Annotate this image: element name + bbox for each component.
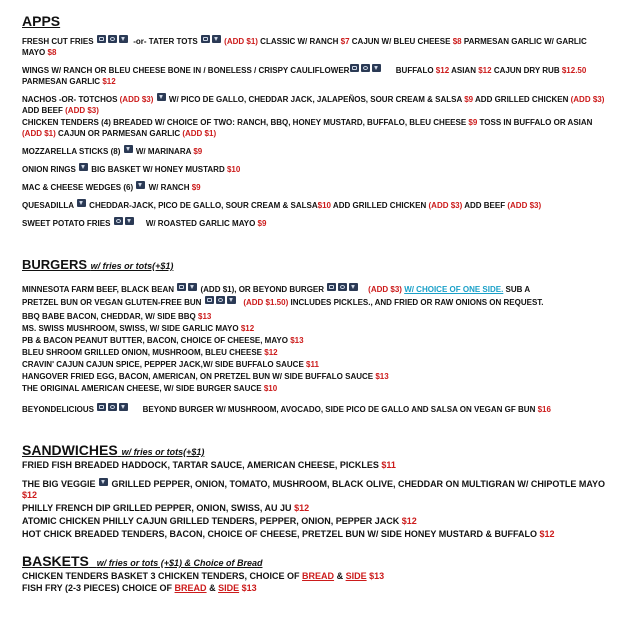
- vegan-icon: [77, 199, 86, 207]
- sandwich-item: HOT CHICK BREADED TENDERS, BACON, CHOICE OF CHEESE, PRETZEL BUN W/ SIDE HONEY MUSTARD & BUFFALO $12: [22, 529, 555, 539]
- burgers-intro-line-1: MINNESOTA FARM BEEF, BLACK BEAN (ADD $1), OR BEYOND BURGER (ADD $3) W/ CHOICE OF ONE SIDE. SUB A: [22, 285, 531, 294]
- menu-item-mozzarella: MOZZARELLA STICKS (8) W/ MARINARA $9: [22, 147, 203, 156]
- gluten-free-icon: [97, 35, 106, 43]
- menu-item-tenders: CHICKEN TENDERS (4) BREADED W/ CHOICE OF TWO: RANCH, BBQ, HONEY MUSTARD, BUFFALO, BLEU CHEESE $9 TOSS IN BUFFALO OR ASIAN (ADD $1) CAJUN OR PARMESAN GARLIC (ADD $1): [22, 118, 593, 138]
- sandwich-item-big-veggie: THE BIG VEGGIE GRILLED PEPPER, ONION, TOMATO, MUSHROOM, BLACK OLIVE, CHEDDAR ON MULTIGRAN W/ CHIPOTLE MAYO $12: [22, 479, 606, 500]
- menu-item-wings: WINGS W/ RANCH OR BLEU CHEESE BONE IN / BONELESS / CRISPY CAULIFLOWER BUFFALO $12 ASIAN $12 CAJUN DRY RUB $12.50 PARMESAN GARLIC $12: [22, 66, 587, 86]
- burger-item: BLEU SHROOM GRILLED ONION, MUSHROOM, BLEU CHEESE $12: [22, 348, 278, 357]
- gluten-free-icon: [177, 283, 186, 291]
- burger-item: PB & BACON PEANUT BUTTER, BACON, CHOICE OF CHEESE, MAYO $13: [22, 336, 304, 345]
- basket-item-fish-fry: FISH FRY (2-3 PIECES) CHOICE OF BREAD & SIDE $13: [22, 583, 257, 593]
- vegan-icon: [372, 64, 381, 72]
- bread-link[interactable]: BREAD: [302, 571, 335, 581]
- basket-item-chicken-tenders: CHICKEN TENDERS BASKET 3 CHICKEN TENDERS, CHOICE OF BREAD & SIDE $13: [22, 571, 385, 581]
- burgers-heading: BURGERS w/ fries or tots(+$1): [22, 257, 174, 272]
- burgers-intro-line-2: PRETZEL BUN OR VEGAN GLUTEN-FREE BUN (ADD $1.50) INCLUDES PICKLES., AND FRIED OR RAW ONIONS ON REQUEST.: [22, 298, 544, 307]
- vegan-icon: [212, 35, 221, 43]
- gluten-free-icon: [201, 35, 210, 43]
- bread-link[interactable]: BREAD: [174, 583, 207, 593]
- burger-item-beyondelicious: BEYONDELICIOUS BEYOND BURGER W/ MUSHROOM, AVOCADO, SIDE PICO DE GALLO AND SALSA ON VEGAN GF BUN $16: [22, 405, 551, 414]
- vegan-icon: [227, 296, 236, 304]
- menu-item-mac-cheese: MAC & CHEESE WEDGES (6) W/ RANCH $9: [22, 183, 201, 192]
- vegetarian-icon: [108, 403, 117, 411]
- menu-item-nachos: NACHOS -OR- TOTCHOS (ADD $3) W/ PICO DE GALLO, CHEDDAR JACK, JALAPEÑOS, SOUR CREAM & SALSA $9 ADD GRILLED CHICKEN (ADD $3) ADD BEEF (ADD $3): [22, 95, 605, 115]
- vegan-icon: [349, 283, 358, 291]
- menu-item-sweet-potato: SWEET POTATO FRIES W/ ROASTED GARLIC MAYO $9: [22, 219, 267, 228]
- gluten-free-icon: [205, 296, 214, 304]
- baskets-heading: BASKETS w/ fries or tots (+$1) & Choice of Bread: [22, 553, 263, 569]
- sandwich-item: PHILLY FRENCH DIP GRILLED PEPPER, ONION, SWISS, AU JU $12: [22, 503, 310, 513]
- burger-item: BBQ BABE BACON, CHEDDAR, W/ SIDE BBQ $13: [22, 312, 212, 321]
- choice-of-side-link[interactable]: W/ CHOICE OF ONE SIDE.: [404, 285, 504, 294]
- burger-list: [22, 311, 611, 394]
- side-link[interactable]: SIDE: [345, 571, 367, 581]
- burger-item: THE ORIGINAL AMERICAN CHEESE, W/ SIDE BURGER SAUCE $10: [22, 384, 278, 393]
- burger-item: MS. SWISS MUSHROOM, SWISS, W/ SIDE GARLIC MAYO $12: [22, 324, 255, 333]
- menu-item-onion-rings: ONION RINGS BIG BASKET W/ HONEY MUSTARD $10: [22, 165, 241, 174]
- vegetarian-icon: [108, 35, 117, 43]
- vegan-icon: [188, 283, 197, 291]
- apps-heading: APPS: [22, 13, 61, 29]
- vegan-icon: [79, 163, 88, 171]
- vegetarian-icon: [361, 64, 370, 72]
- gluten-free-icon: [350, 64, 359, 72]
- sandwich-item: ATOMIC CHICKEN PHILLY CAJUN GRILLED TENDERS, PEPPER, ONION, PEPPER JACK $12: [22, 516, 417, 526]
- sandwich-item-fried-fish: FRIED FISH BREADED HADDOCK, TARTAR SAUCE, AMERICAN CHEESE, PICKLES $11: [22, 460, 396, 470]
- vegan-icon: [136, 181, 145, 189]
- menu-item-quesadilla: QUESADILLA CHEDDAR-JACK, PICO DE GALLO, SOUR CREAM & SALSA$10 ADD GRILLED CHICKEN (ADD $3) ADD BEEF (ADD $3): [22, 201, 542, 210]
- vegetarian-icon: [216, 296, 225, 304]
- vegan-icon: [125, 217, 134, 225]
- side-link[interactable]: SIDE: [218, 583, 240, 593]
- vegetarian-icon: [338, 283, 347, 291]
- vegan-icon: [99, 478, 108, 486]
- burger-item: CRAVIN' CAJUN CAJUN SPICE, PEPPER JACK,W/ SIDE BUFFALO SAUCE $11: [22, 360, 319, 369]
- menu-item-fries: FRESH CUT FRIES -or- TATER TOTS (ADD $1) CLASSIC W/ RANCH $7 CAJUN W/ BLEU CHEESE $8 PARMESAN GARLIC W/ GARLIC MAYO $8: [22, 37, 587, 57]
- vegan-icon: [119, 403, 128, 411]
- vegan-icon: [119, 35, 128, 43]
- vegan-icon: [157, 93, 166, 101]
- sandwiches-heading: SANDWICHES w/ fries or tots(+$1): [22, 442, 205, 458]
- burger-item: HANGOVER FRIED EGG, BACON, AMERICAN, ON PRETZEL BUN W/ SIDE BUFFALO SAUCE $13: [22, 372, 389, 381]
- vegan-icon: [124, 145, 133, 153]
- gluten-free-icon: [327, 283, 336, 291]
- gluten-free-icon: [97, 403, 106, 411]
- vegetarian-icon: [114, 217, 123, 225]
